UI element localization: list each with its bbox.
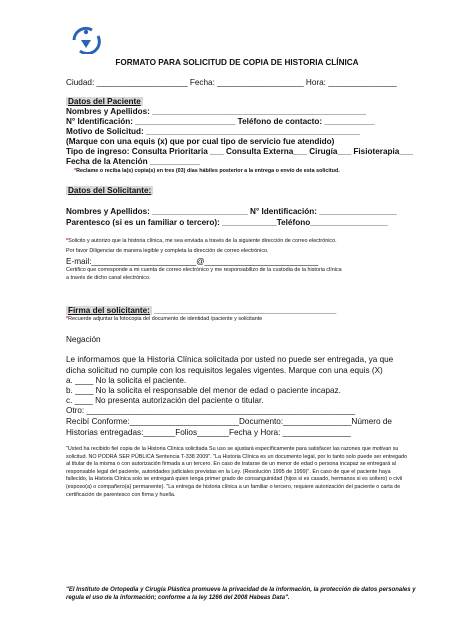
requester-name-id-line: Nombres y Apellidos: _____________________ N° Identificación: _________________ [66,207,397,216]
document-title: FORMATO PARA SOLICITUD DE COPIA DE HISTORIA CLÍNICA [115,58,359,67]
received-line-1: Recibí Conforme:________________________Documento:_______________Número de [66,417,392,426]
patient-name-line: Nombres y Apellidos: _______________________________________________ [66,107,367,116]
other-line: Otro: ___________________________________________________________ [66,406,356,415]
attachment-note: Recuerde adjuntar la fotocopia del documento de identidad /paciente y solicitante [68,316,263,322]
document-page: FORMATO PARA SOLICITUD DE COPIA DE HISTORIA CLÍNICA Ciudad: ____________________ Fecha: ___________________ Hora: _______________ Datos del Paciente Nombres y Apellidos: _______________________________________________ N° Identificación: ______________________ Teléfono de contacto: ___________ Motivo de Solicitud: _______________________________________________ (Marque con una equis (x) que por cual tipo de servicio fue atendido) Tipo de ingreso: Consulta Prioritaria ___ Consulta Externa___ Cirugía___ Fisioterapia___ Fecha de la Atención ___________ *Reclame o reciba la(s) copia(s) en tres (03) días hábiles posterior a la entrega o envío de esta solicitud. Datos del Solicitante: Nombres y Apellidos: _____________________ N° Identificación: _________________ Parentesco (si es un familiar o tercero): ____________Teléfono_________________ *Solicito y autorizo que la historia clínica, me sea enviada a través de la siguiente dirección de correo electrónico. Por favor Diligenciar de manera legible y completa la dirección de correo electrónico. E-mail:_______________________@_________________________ Certifico que corresponde a mi cuenta de correo electrónico y me responsabilizo de la custodia de la historia clínica a través de dicho canal electrónico. Firma del solicitante: ________________________________________ *Recuerde adjuntar la fotocopia del documento de identidad /paciente y solicitante Negación Le informamos que la Historia Clínica solicitada por usted no puede ser entregada, ya que dicha solicitud no cumple con los requisitos legales vigentes. Marque con una equis (X) a. ____ No la solicita el paciente. b. ____ No la solicita el responsable del menor de edad o paciente incapaz. c. ____ No presenta autorización del paciente o titular. Otro: ___________________________________________________________ Recibí Conforme:________________________Documento:_______________Número de Historias entregadas:_______Folios_______Fecha y Hora: _______________ "Usted ha recibido fiel copia de la Historia Clínica solicitada Su uso se ajustará específicamente para satisfacer las razones que motivan su solicitud. NO PODRÁ SER PÚBLICA Sentencia T-338 2009". "La Historia Clínica es un documento legal, por lo tanto solo puede ser entregado al titular de la misma o con autorización firmada a un tercero. En caso de tratarse de un menor de edad o persona incapaz se entregará al responsable legal del paciente, autoridades judiciales previstas en la Ley. (Resolución 1995 de 1999)". En caso de que el paciente haya fallecido, la Historia Clínica solo se entregará quien tenga primer grado de consanguinidad (hijos si es casado, hermanos si es soltero) o civil (esposo(a) o compañero(a) permanente). "La entrega de historia clínica a un familiar o tercero, requiere autorización del paciente o carta de certificación de parentesco con firma y huella. "El Instituto de Ortopedia y Cirugía Plástica promueve la privacidad de la información, la protección de datos personales y regula el uso de la información; conforme a la ley 1266 del 2008 Habeas Data". [0,0,474,632]
requester-section-heading: Datos del Solicitante: [68,186,152,195]
admission-type-line: Tipo de ingreso: Consulta Prioritaria ___ Consulta Externa___ Cirugía___ Fisioterapia___ [66,147,414,156]
requester-relationship-line: Parentesco (si es un familiar o tercero): ____________Teléfono_________________ [66,218,388,227]
city-date-time-line: Ciudad: ____________________ Fecha: ___________________ Hora: _______________ [66,78,397,87]
patient-section-heading: Datos del Paciente [68,97,141,106]
denial-intro-2: dicha solicitud no cumple con los requisitos legales vigentes. Marque con una equis (X) [66,366,383,375]
signature-heading: Firma del solicitante: [68,306,150,315]
denial-option-c: c. ____ No presenta autorización del paciente o titular. [66,396,264,405]
received-line-2: Historias entregadas:_______Folios_______Fecha y Hora: _______________ [66,428,351,437]
privacy-footer: "El Instituto de Ortopedia y Cirugía Plástica promueve la privacidad de la información, la protección de datos personales y regula el uso de la información; conforme a la ley 1266 del 2008 Habeas Data". [66,587,416,601]
email-certification-text-1: Certifico que corresponde a mi cuenta de correo electrónico y me responsabilizo de la custodia de la historia clínica [66,267,342,273]
email-line: E-mail:_______________________@_________________________ [66,257,319,266]
denial-intro-1: Le informamos que la Historia Clínica solicitada por usted no puede ser entregada, ya que [66,355,394,364]
legal-notice-text: "Usted ha recibido fiel copia de la Historia Clínica solicitada Su uso se ajustará específicamente para satisfacer las razones que motivan su solicitud. NO PODRÁ SER PÚBLICA Sentencia T-338 2009". "La Historia Clínica es un documento legal, por lo tanto solo puede ser entregado al titular de la misma o con autorización firmada a un tercero. En caso de tratarse de un menor de edad o persona incapaz se entregará al responsable legal del paciente, autoridades judiciales previstas en la Ley. (Resolución 1995 de 1999)". En caso de que el paciente haya fallecido, la Historia Clínica solo se entregará quien tenga primer grado de consanguinidad (hijos si es casado, hermanos si es soltero) o civil (esposo(a) o compañero(a) permanente). "La entrega de historia clínica a un familiar o tercero, requiere autorización del paciente o carta de certificación de parentesco con firma y huella. [66,446,408,498]
email-instructions-text: Por favor Diligenciar de manera legible y completa la dirección de correo electrónico. [66,248,269,254]
denial-option-a: a. ____ No la solicita el paciente. [66,376,187,385]
pickup-note: Reclame o reciba la(s) copia(s) en tres (03) días hábiles posterior a la entrega o envío de esta solicitud. [76,168,340,174]
signature-line: ________________________________________ [154,306,337,315]
denial-option-b: b. ____ No la solicita el responsable del menor de edad o paciente incapaz. [66,386,341,395]
institution-logo-icon [70,26,102,54]
request-reason-line: Motivo de Solicitud: _______________________________________________ [66,127,361,136]
attention-date-line: Fecha de la Atención ___________ [66,157,200,166]
patient-id-phone-line: N° Identificación: ______________________ Teléfono de contacto: ___________ [66,117,375,126]
email-certification-text-2: a través de dicho canal electrónico. [66,275,151,281]
denial-heading: Negación [66,335,101,344]
email-consent-text: Solicito y autorizo que la historia clínica, me sea enviada a través de la siguiente dirección de correo electrónico. [68,238,337,244]
service-instruction-line: (Marque con una equis (x) que por cual tipo de servicio fue atendido) [66,137,335,146]
